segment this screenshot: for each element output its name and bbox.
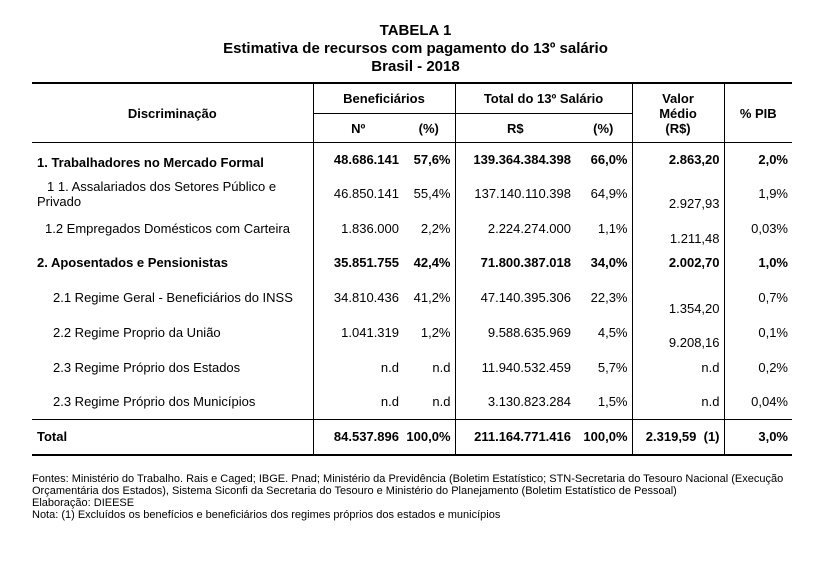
header-n: Nº [313,114,403,143]
table-row [32,246,792,280]
row-pct: 55,4% [413,186,451,201]
row-pct: 1,2% [420,325,451,340]
row-pct2: 66,0% [575,143,632,177]
data-table [32,82,792,456]
row-n: 1.041.319 [313,316,403,350]
row-pct: 2,2% [420,220,451,236]
row-n: n.d [313,350,403,385]
table-row [32,177,792,211]
row-pct: n.d [432,359,451,375]
table-row [32,316,792,350]
row-medio: n.d [632,350,724,385]
row-pct: 42,4% [413,255,451,270]
total-medio: 2.319,59 (1) [632,420,724,455]
total-pct: 100,0% [403,420,455,455]
row-pct: 57,6% [403,143,455,177]
header-row-1 [32,83,792,114]
row-pct: 41,2% [413,290,451,305]
row-label: 1 1. Assalariados dos Setores Público e Privado [37,178,277,209]
table-title: TABELA 1 [379,22,452,39]
row-pct2: 1,1% [597,220,628,236]
row-pib: 1,0% [724,246,792,280]
row-medio: 1.211,48 [632,211,724,246]
footnote-elaboration: Elaboração: DIEESE [32,497,135,509]
total-label: Total [32,420,313,455]
row-medio: 2.002,70 [632,246,724,280]
row-pib: 0,1% [724,316,792,350]
table-row [32,211,792,246]
row-pib: 2,0% [724,143,792,177]
header-total-13: Total do 13º Salário [455,83,632,114]
row-pct2: 1,5% [597,394,628,410]
row-rs: 71.800.387.018 [455,246,575,280]
row-medio: 2.863,20 [632,143,724,177]
total-row [32,420,792,455]
row-medio: n.d [632,385,724,420]
row-label: 2.3 Regime Próprio dos Municípios [53,394,256,410]
row-pct2: 5,7% [597,359,628,375]
footnote-note: Nota: (1) Excluídos os benefícios e beneficiários dos regimes próprios dos estados e municípios [32,509,501,521]
row-pib: 0,03% [724,211,792,246]
row-pct2: 34,0% [590,255,628,270]
row-rs: 11.940.532.459 [455,350,575,385]
row-label: 2.3 Regime Próprio dos Estados [53,359,241,375]
row-pib: 0,2% [724,350,792,385]
row-label: 2.2 Regime Proprio da União [53,325,221,340]
table-subtitle-year: Brasil - 2018 [371,58,460,75]
header-beneficiarios: Beneficiários [313,83,455,114]
row-rs: 47.140.395.306 [455,280,575,316]
row-n: 35.851.755 [313,246,403,280]
header-pct-beneficiarios: (%) [418,120,439,136]
table-row [32,350,792,385]
row-pib: 0,04% [724,385,792,420]
row-n: 1.836.000 [313,211,403,246]
row-pct2: 4,5% [597,325,628,340]
row-n: n.d [313,385,403,420]
row-n: 48.686.141 [313,143,403,177]
table-row [32,143,792,177]
total-pib: 3,0% [724,420,792,455]
footnotes [32,473,802,521]
table-heading [0,22,831,76]
row-medio: 9.208,16 [632,316,724,350]
row-n: 34.810.436 [313,280,403,316]
row-pib: 1,9% [724,177,792,211]
row-rs: 9.588.635.969 [455,316,575,350]
header-rs: R$ [455,114,575,143]
table-subtitle: Estimativa de recursos com pagamento do 13º salário [223,40,608,57]
row-label: 1. Trabalhadores no Mercado Formal [32,143,313,177]
row-pct: n.d [432,394,451,410]
total-n: 84.537.896 [313,420,403,455]
row-rs: 137.140.110.398 [455,177,575,211]
header-discriminacao: Discriminação [32,83,313,143]
table-row [32,385,792,420]
row-rs: 3.130.823.284 [455,385,575,420]
table-row [32,280,792,316]
row-pib: 0,7% [724,280,792,316]
header-valor-medio: Valor Médio (R$) [632,83,724,143]
row-label: 2.1 Regime Geral - Beneficiários do INSS [53,290,293,305]
row-rs: 139.364.384.398 [455,143,575,177]
row-rs: 2.224.274.000 [455,211,575,246]
total-pct2: 100,0% [575,420,632,455]
total-rs: 211.164.771.416 [455,420,575,455]
row-n: 46.850.141 [313,177,403,211]
row-medio: 1.354,20 [632,280,724,316]
row-medio: 2.927,93 [632,177,724,211]
row-pct2: 64,9% [590,186,628,201]
footnote-sources: Fontes: Ministério do Trabalho. Rais e Caged; IBGE. Pnad; Ministério da Previdência (Boletim Estatístico; STN-Secretaria do Tesouro Nacional (Execução Orçamentária dos Estados), Sistema Siconfi da Secretaria do Tesouro e Ministério do Planejamento (Boletim Estatístico de Pessoal) [32,473,784,497]
row-pct2: 22,3% [590,290,628,305]
row-label: 2. Aposentados e Pensionistas [37,255,228,270]
header-pct-total: (%) [593,120,614,136]
row-label: 1.2 Empregados Domésticos com Carteira [45,220,290,236]
header-pib: % PIB [724,83,792,143]
